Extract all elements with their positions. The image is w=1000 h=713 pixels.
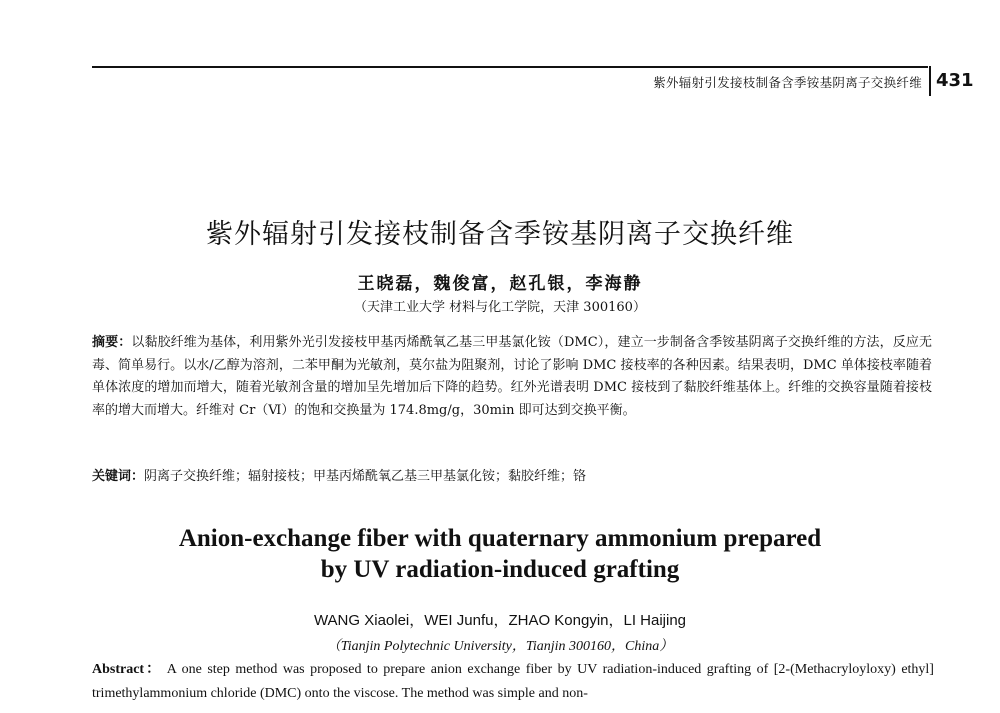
chinese-authors: 王晓磊，魏俊富，赵孔银，李海静 (357, 274, 643, 294)
chinese-abstract-label: 摘要： (92, 335, 132, 350)
chinese-keywords (92, 465, 932, 484)
english-title-line-1: Anion-exchange fiber with quaternary ammonium prepared (178, 525, 822, 552)
page-number: 431 (936, 70, 974, 91)
chinese-title: 紫外辐射引发接枝制备含季铵基阴离子交换纤维 (206, 219, 794, 250)
english-abstract (92, 658, 934, 706)
chinese-keywords-text: 阴离子交换纤维；辐射接枝；甲基丙烯酰氧乙基三甲基氯化铵；黏胶纤维；铬 (144, 469, 587, 484)
chinese-abstract (92, 332, 932, 422)
running-header-title: 紫外辐射引发接枝制备含季铵基阴离子交换纤维 (653, 75, 922, 90)
header-rule (92, 66, 928, 68)
english-abstract-text: A one step method was proposed to prepare anion exchange fiber by UV radiation-induced grafting of [2-(Methacryloyloxy) ethyl] trimethylammonium chloride (DMC) onto the viscose. The method was simple and non- (92, 662, 934, 701)
english-abstract-label: Abstract： (92, 662, 163, 677)
english-affiliation: （Tianjin Polytechnic University，Tianjin 300160，China） (326, 639, 674, 654)
english-title-line-2: by UV radiation-induced grafting (320, 556, 680, 583)
header-divider (929, 66, 931, 96)
english-title (0, 523, 1000, 585)
chinese-keywords-label: 关键词： (92, 469, 145, 484)
chinese-affiliation: （天津工业大学 材料与化工学院，天津 300160） (354, 300, 646, 315)
chinese-abstract-text: 以黏胶纤维为基体，利用紫外光引发接枝甲基丙烯酰氧乙基三甲基氯化铵（DMC），建立一步制备含季铵基阴离子交换纤维的方法，反应无毒、简单易行。以水/乙醇为溶剂，二苯甲酮为光敏剂，莫尔盐为阻聚剂，讨论了影响 DMC 接枝率的各种因素。结果表明，DMC 单体接枝率随着单体浓度的增加而增大，随着光敏剂含量的增加呈先增加后下降的趋势。红外光谱表明 DMC 接枝到了黏胶纤维基体上。纤维的交换容量随着接枝率的增大而增大。纤维对 Cr（Ⅵ）的饱和交换量为 174.8mg/g，30min 即可达到交换平衡。 (92, 335, 932, 418)
english-authors: WANG Xiaolei，WEI Junfu，ZHAO Kongyin，LI Haijing (313, 612, 687, 629)
